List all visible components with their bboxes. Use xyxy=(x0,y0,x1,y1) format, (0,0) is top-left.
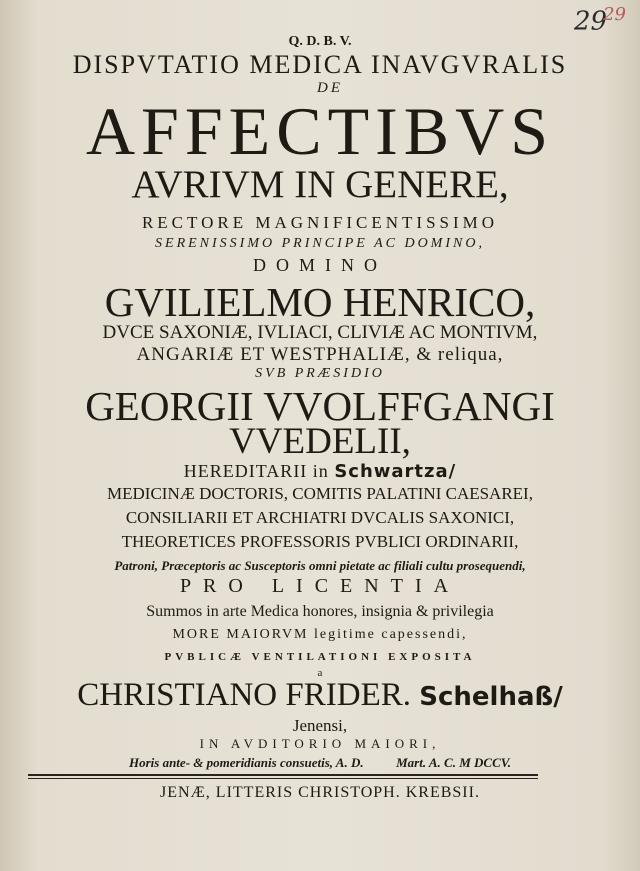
patroni-line: Patroni, Præceptoris ac Susceptoris omni pietate ac filiali cultu prosequendi, xyxy=(114,558,526,573)
horis-text: Horis ante- & pomeridianis consuetis, A. D. xyxy=(128,755,364,770)
double-rule-bottom xyxy=(28,778,538,779)
de-line: DE xyxy=(317,80,343,96)
summos-line: Summos in arte Medica honores, insignia & privilegia xyxy=(146,603,494,620)
medicinae-line: MEDICINÆ DOCTORIS, COMITIS PALATINI CAESAREI, xyxy=(107,484,533,503)
horis-line xyxy=(0,755,640,771)
angariae-line: ANGARIÆ ET WESTPHALIÆ, & reliqua, xyxy=(136,344,504,365)
manuscript-page-number xyxy=(574,4,626,37)
hereditarii-text: HEREDITARII in xyxy=(183,461,329,481)
disputatio-heading: DISPVTATIO MEDICA INAVGVRALIS xyxy=(72,50,568,79)
pro-licentia-line: PRO LICENTIA xyxy=(179,575,461,597)
christiano-line xyxy=(0,677,640,714)
wedelii-line: VVEDELII, xyxy=(229,421,411,462)
in-auditorio-line: IN AVDITORIO MAIORI, xyxy=(199,736,441,751)
schelhas-text: Schelhaß/ xyxy=(419,682,563,712)
qdbv-line: Q. D. B. V. xyxy=(288,34,352,49)
imprint-line: JENÆ, LITTERIS CHRISTOPH. KREBSII. xyxy=(160,784,480,801)
publicae-line: PVBLICÆ VENTILATIONI EXPOSITA xyxy=(164,651,476,663)
sub-praesidio-line: SVB PRÆSIDIO xyxy=(255,366,385,381)
jenensi-line: Jenensi, xyxy=(292,716,348,735)
theoretices-line: THEORETICES PROFESSORIS PVBLICI ORDINARII, xyxy=(121,532,519,551)
georgii-line: GEORGII VVOLFFGANGI xyxy=(85,383,555,429)
schwartza-text: Schwartza/ xyxy=(334,461,457,482)
rectore-line: RECTORE MAGNIFICENTISSIMO xyxy=(141,213,499,232)
manuscript-number: 29 xyxy=(574,6,608,37)
affectibus-title: AFFECTIBVS xyxy=(85,93,555,169)
mart-text: Mart. A. C. M DCCV. xyxy=(396,755,511,770)
aurium-title: AVRIVM IN GENERE, xyxy=(131,163,509,206)
dvce-line: DVCE SAXONIÆ, IVLIACI, CLIVIÆ AC MONTIVM, xyxy=(102,322,538,343)
serenissimo-line: SERENISSIMO PRINCIPE AC DOMINO, xyxy=(155,236,485,251)
gvilielmo-line: GVILIELMO HENRICO, xyxy=(104,279,536,325)
consiliarii-line: CONSILIARII ET ARCHIATRI DVCALIS SAXONICI, xyxy=(125,508,515,527)
christiano-text: CHRISTIANO FRIDER. xyxy=(77,677,411,713)
double-rule-top xyxy=(28,774,538,776)
a-line: a xyxy=(317,667,323,679)
domino-line: DOMINO xyxy=(253,255,387,275)
manuscript-number-red: 29 xyxy=(603,4,626,25)
hereditarii-line xyxy=(0,461,640,482)
more-line: MORE MAIORVM legitime capessendi, xyxy=(172,627,468,642)
